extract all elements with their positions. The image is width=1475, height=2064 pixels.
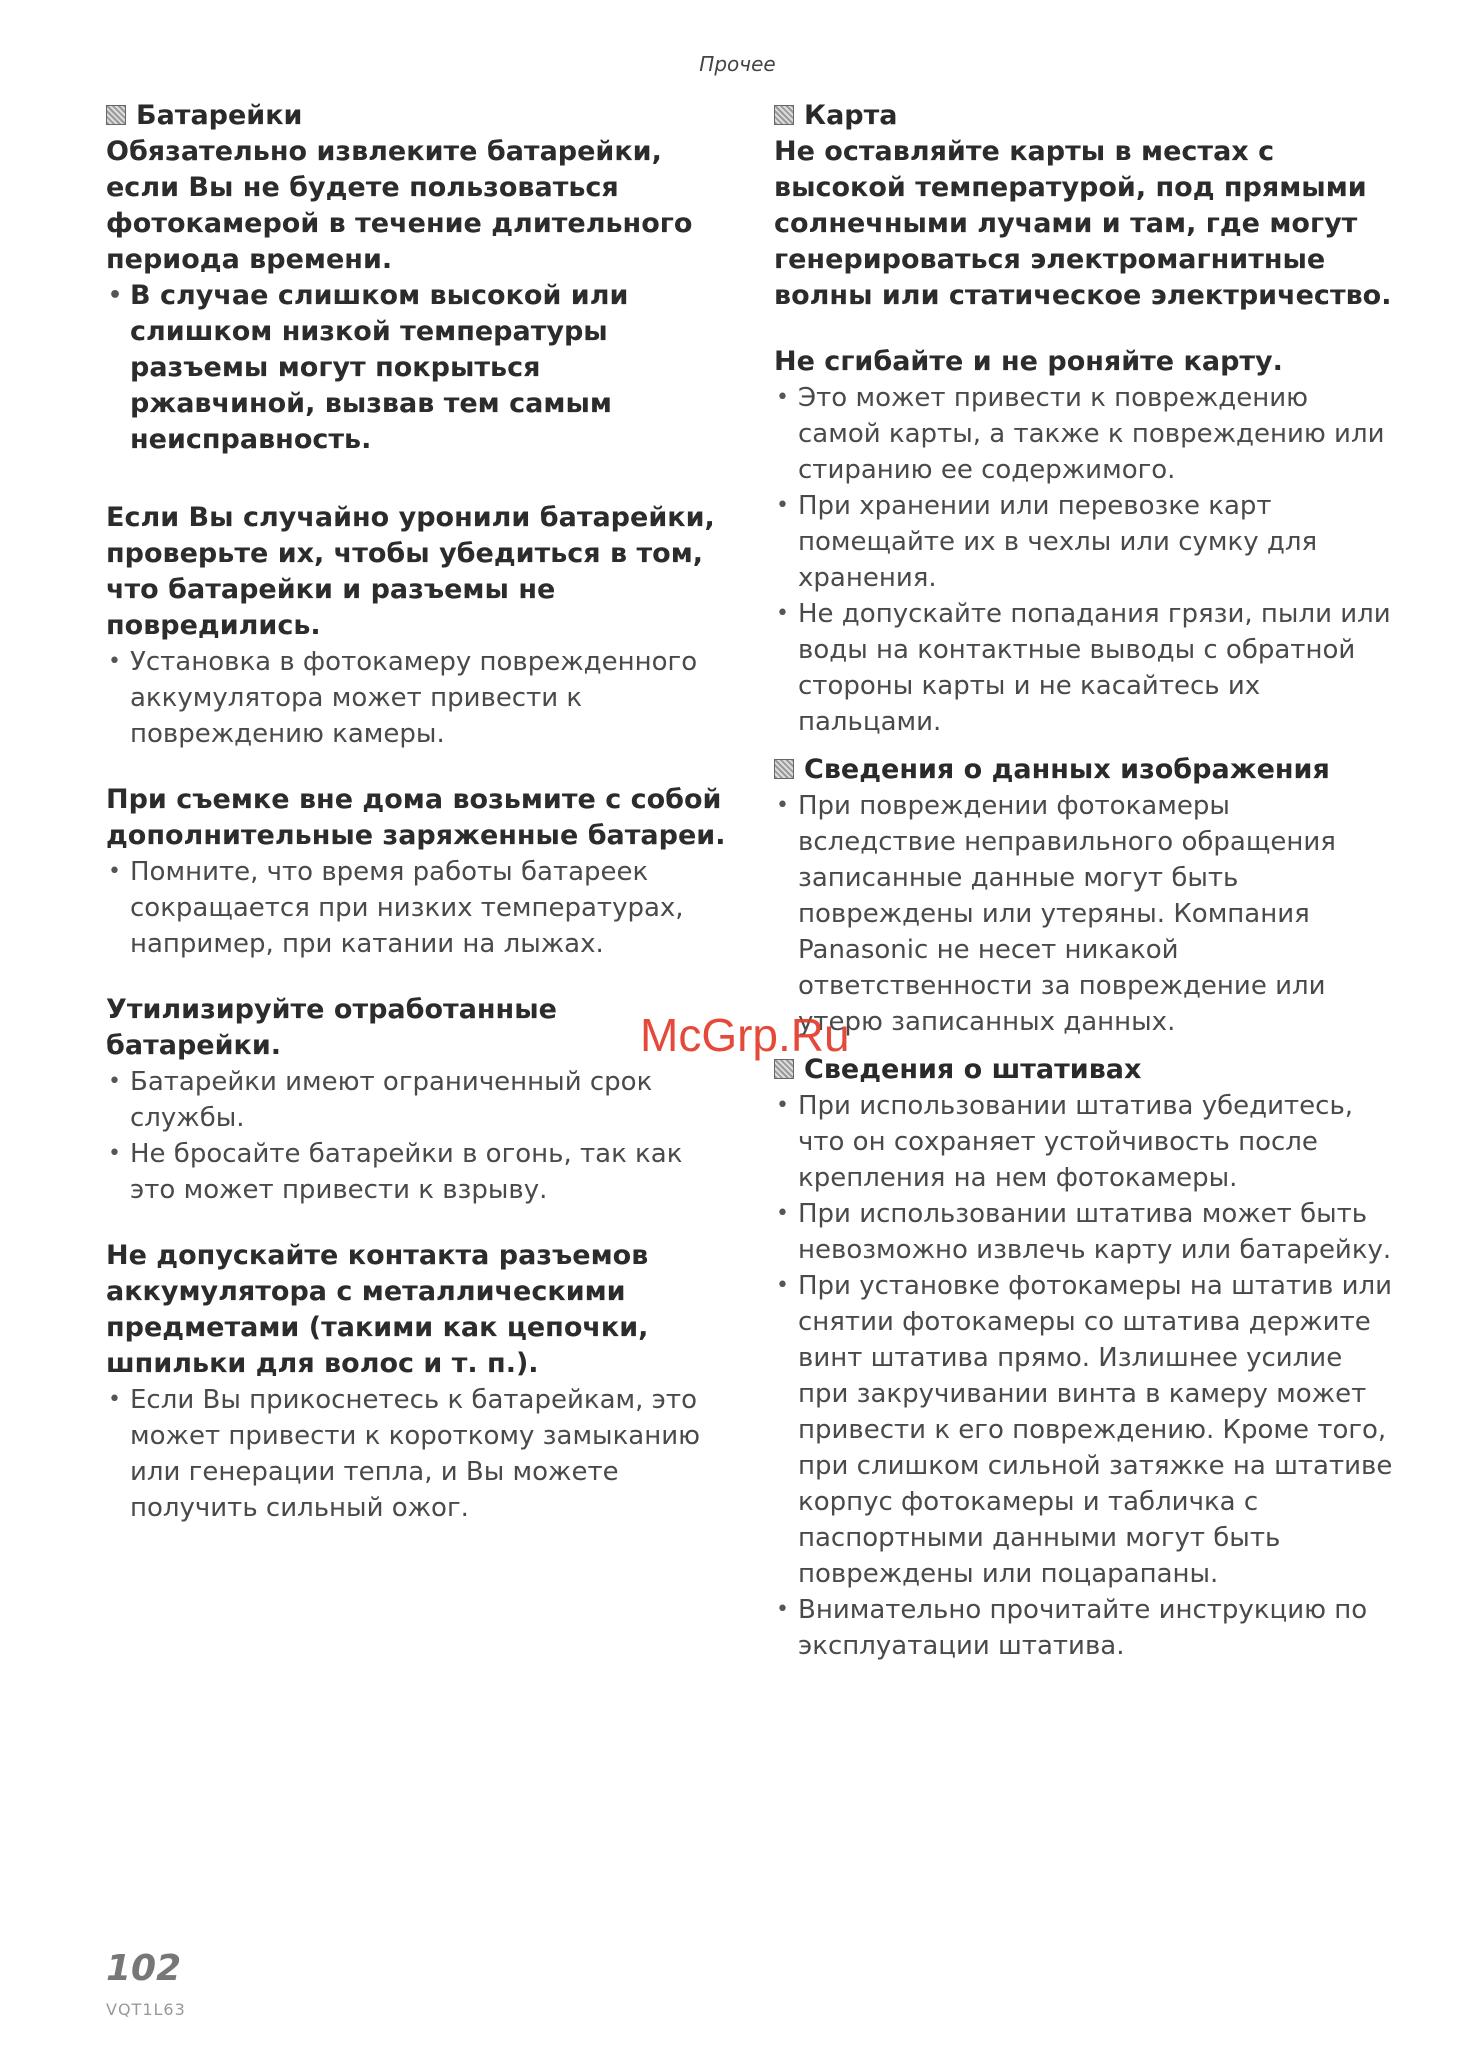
section-marker-icon (774, 759, 794, 779)
list-item: • При установке фотокамеры на штатив или снятии фотокамеры со штатива держите винт штатива прямо. Излишнее усилие при закручивании винта в камеру может привести к его повреждению. Кроме того, при слишком сильной затяжке на штативе корпус фотокамеры и табличка с паспортными данными могут быть повреждены или поцарапаны. (774, 1268, 1394, 1592)
bullet-dot-icon: • (776, 1597, 789, 1622)
image-data-bullets (774, 788, 1394, 1040)
batteries-bullets (106, 278, 726, 458)
section-marker-icon (774, 105, 794, 125)
section-marker-icon (106, 105, 126, 125)
bullet-dot-icon: • (776, 385, 789, 410)
left-column (106, 98, 726, 1526)
contact-warning-intro: Не допускайте контакта разъемов аккумулятора с металлическими предметами (такими как цепочки, шпильки для волос и т. п.). (106, 1240, 649, 1379)
list-item: • Если Вы прикоснетесь к батарейкам, это может привести к короткому замыканию или генерации тепла, и Вы можете получить сильный ожог. (106, 1382, 726, 1526)
outside-shooting-intro: При съемке вне дома возьмите с собой дополнительные заряженные батареи. (106, 784, 726, 851)
list-item: • При повреждении фотокамеры вследствие неправильного обращения записанные данные могут быть повреждены или утеряны. Компания Panasonic не несет никакой ответственности за повреждение или утерю записанных данных. (774, 788, 1394, 1040)
list-item: • Помните, что время работы батареек сокращается при низких температурах, например, при катании на лыжах. (106, 854, 726, 962)
contact-warning-bullets (106, 1382, 726, 1526)
list-item: • При использовании штатива может быть невозможно извлечь карту или батарейку. (774, 1196, 1394, 1268)
list-item: • Установка в фотокамеру поврежденного аккумулятора может привести к повреждению камеры. (106, 644, 726, 752)
list-item: • При хранении или перевозке карт помещайте их в чехлы или сумку для хранения. (774, 488, 1394, 596)
dropped-batteries-intro: Если Вы случайно уронили батарейки, проверьте их, чтобы убедиться в том, что батарейки и разъемы не повредились. (106, 502, 715, 641)
bullet-dot-icon: • (776, 1273, 789, 1298)
bullet-dot-icon: • (108, 283, 123, 308)
bullet-dot-icon: • (108, 649, 121, 674)
dispose-batteries-intro: Утилизируйте отработанные батарейки. (106, 994, 557, 1061)
section-title-batteries: Батарейки (106, 98, 726, 134)
bullet-dot-icon: • (776, 1093, 789, 1118)
bullet-dot-icon: • (108, 1387, 121, 1412)
dropped-batteries-bullets (106, 644, 726, 752)
bullet-dot-icon: • (108, 1141, 121, 1166)
list-item: • Батарейки имеют ограниченный срок службы. (106, 1064, 726, 1136)
list-item: • Не допускайте попадания грязи, пыли или воды на контактные выводы с обратной стороны карты и не касайтесь их пальцами. (774, 596, 1394, 740)
card-intro: Не оставляйте карты в местах с высокой температурой, под прямыми солнечными лучами и там, где могут генерироваться электромагнитные волны или статическое электричество. (774, 136, 1392, 311)
section-title-tripods: Сведения о штативах (774, 1052, 1394, 1088)
card-bend-bullets (774, 380, 1394, 740)
document-code: VQT1L63 (106, 2000, 186, 2019)
batteries-intro: Обязательно извлеките батарейки, если Вы не будете пользоваться фотокамерой в течение длительного периода времени. (106, 136, 693, 275)
bullet-dot-icon: • (776, 1201, 789, 1226)
watermark-link[interactable]: McGrp.Ru (640, 1009, 850, 1061)
list-item: • Не бросайте батарейки в огонь, так как это может привести к взрыву. (106, 1136, 726, 1208)
list-item: • Это может привести к повреждению самой карты, а также к повреждению или стиранию ее содержимого. (774, 380, 1394, 488)
list-item: • При использовании штатива убедитесь, что он сохраняет устойчивость после крепления на нем фотокамеры. (774, 1088, 1394, 1196)
section-marker-icon (774, 1059, 794, 1079)
list-item: • В случае слишком высокой или слишком низкой температуры разъемы могут покрыться ржавчиной, вызвав тем самым неисправность. (108, 280, 629, 455)
section-title-image-data: Сведения о данных изображения (774, 752, 1394, 788)
tripod-bullets (774, 1088, 1394, 1664)
bullet-dot-icon: • (108, 859, 121, 884)
list-item: • Внимательно прочитайте инструкцию по эксплуатации штатива. (774, 1592, 1394, 1664)
bullet-dot-icon: • (776, 793, 789, 818)
page-header: Прочее (699, 52, 776, 76)
page-number: 102 (106, 1948, 182, 1989)
right-column (774, 98, 1394, 1664)
dispose-batteries-bullets (106, 1064, 726, 1208)
bullet-dot-icon: • (108, 1069, 121, 1094)
bullet-dot-icon: • (776, 493, 789, 518)
card-bend-intro: Не сгибайте и не роняйте карту. (774, 346, 1283, 377)
bullet-dot-icon: • (776, 601, 789, 626)
outside-shooting-bullets (106, 854, 726, 962)
section-title-card: Карта (774, 98, 1394, 134)
